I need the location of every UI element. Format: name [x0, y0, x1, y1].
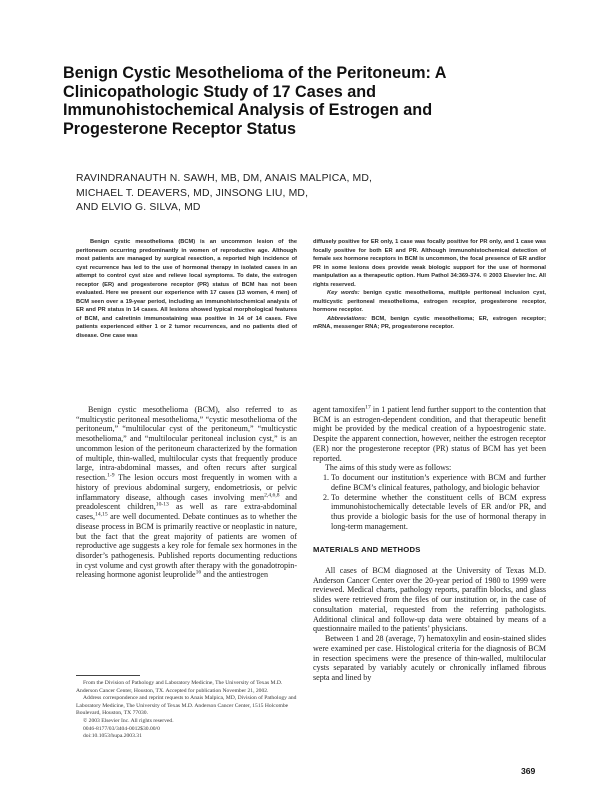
introduction-continued: agent tamoxifen$^{17}$ in 1 patient lend further support to the contention that BCM is an estrogen-dependent condition, and that therapeutic benefit might be provided by the medical creation of a hypoestrogenic state. Despite the apparent connection, however, neither the estrogen receptor (ER) nor the progesterone receptor (PR) status of BCM has yet been reported.	[313, 404, 546, 463]
author-list	[76, 172, 496, 216]
key-words-label: Key words:	[327, 290, 360, 297]
abbreviations-label: Abbreviations:	[327, 315, 367, 322]
reference-citation: 10-13	[155, 501, 169, 508]
methods-paragraph: Between 1 and 28 (average, 7) hematoxylin and eosin-stained slides were examined per case. Histological criteria for the diagnosis of BCM in resection specimens were the presence of thin-walled, multilocular cysts separated by variably acutely or chronically inflamed fibrous septa and lined by	[313, 634, 546, 683]
reference-citation: 14,15	[95, 511, 108, 518]
article-title: Benign Cystic Mesothelioma of the Peritoneum: A Clinicopathologic Study of 17 Cases and Immunohistochemical Analysis of Estrogen and Progesterone Receptor Status	[63, 64, 446, 138]
affiliation-note: From the Division of Pathology and Laboratory Medicine, The University of Texas M.D. Anderson Cancer Center, Houston, TX. Accepted for publication November 21, 2002.	[76, 680, 283, 694]
doi-note: doi:10.1053/hupa.2003.31	[83, 733, 142, 740]
abstract-right-column	[313, 238, 546, 332]
body-left-column	[76, 405, 297, 580]
reference-citation: 2,4,6,8	[264, 491, 280, 498]
page-number: 369	[521, 766, 536, 776]
section-heading: MATERIALS AND METHODS	[313, 545, 421, 554]
reference-citation: 1-9	[107, 472, 115, 479]
methods-paragraph: All cases of BCM diagnosed at the University of Texas M.D. Anderson Cancer Center over the 20-year period of 1980 to 1999 were reviewed. Medical charts, pathology reports, paraffin blocks, and glass slides were retrieved from the files of our institution or, in the case of consultation material, requested from the referring pathologists. Additional clinical and follow-up data were obtained by means of a questionnaire mailed to the patients’ physicians.	[313, 566, 546, 634]
key-words: Key words: benign cystic mesothelioma, multiple peritoneal inclusion cyst, multicystic peritoneal mesothelioma, estrogen receptor, progesterone receptor, hormone receptor.	[313, 290, 546, 314]
aim-item: 2. To determine whether the constituent cells of BCM express immunohistochemically detectable levels of ER and/or PR, and thus provide a biologic basis for the use of hormonal therapy in long-term management.	[331, 493, 546, 532]
journal-citation: Hum Pathol 34:369-374. © 2003 Elsevier Inc. All rights reserved.	[313, 273, 546, 288]
abstract-left-column	[76, 238, 297, 341]
author-line: AND ELVIO G. SILVA, MD	[76, 202, 201, 214]
aims-list	[313, 473, 546, 531]
introduction-paragraph: Benign cystic mesothelioma (BCM), also referred to as “multicystic peritoneal mesothelioma,” “cystic mesothelioma of the peritoneum,” “multilocular cyst of the peritoneum,” “multicystic mesothelioma,” and “multilocular peritoneal inclusion cyst,” is an uncommon lesion of the peritoneum characterized by the formation of multiple, thin-walled, multilocular cysts that frequently produce large, intra-abdominal masses, and often recurs after surgical resection.$^{1-9}$ The lesion occurs most frequently in women with a history of previous abdominal surgery, endometriosis, or pelvic inflammatory disease, although cases involving men$^{2,4,6,8}$ and preadolescent children,$^{10-13}$ as well as rare extra-abdominal cases,$^{14,15}$ are well documented. Debate continues as to whether the disease process in BCM is primarily reactive or neoplastic in nature, but the fact that the great majority of patients are women of reproductive age suggests a key role for female sex hormones in the disorder’s pathogenesis. Published reports documenting reductions in cyst volume and cyst growth after therapy with the gonadotropin-releasing hormone agonist leuprolide$^{16}$ and the antiestrogen	[76, 405, 297, 580]
reference-citation: 16	[195, 569, 202, 576]
issn-note: 0046-8177/03/3404-0012$30.00/0	[83, 725, 160, 732]
correspondence-note: Address correspondence and reprint requests to Anais Malpica, MD, Division of Pathology and Laboratory Medicine, The University of Texas M.D. Anderson Cancer Center, 1515 Holcombe Boulevard, Houston, TX 77030.	[76, 695, 297, 717]
aims-intro: The aims of this study were as follows:	[325, 463, 452, 473]
aim-item: 1. To document our institution’s experience with BCM and further define BCM’s clinical features, pathology, and biologic behavior	[331, 473, 546, 492]
abstract-text: Benign cystic mesothelioma (BCM) is an uncommon lesion of the peritoneum occurring predominantly in women of reproductive age. Although most patients are managed by surgical resection, a reported high incidence of cyst recurrence has led to the use of hormonal therapy in isolated cases in an attempt to control cyst size and relieve local symptoms. To date, the estrogen receptor (ER) and progesterone receptor (PR) status of BCM has not been evaluated. Here we present our experience with 17 cases (13 women, 4 men) of BCM seen over a 19-year period, including an immunohistochemical analysis of ER and PR status in 14 cases. All lesions showed typical morphological features of BCM, and calretinin immunostaining was positive in 14 of 14 cases. Five patients experienced either 1 or 2 tumor recurrences, and no patients died of disease. One case was	[76, 239, 297, 340]
reference-citation: 17	[365, 404, 371, 411]
body-right-column	[313, 405, 546, 532]
author-line: RAVINDRANAUTH N. SAWH, MB, DM, ANAIS MALPICA, MD,	[76, 173, 373, 184]
abstract-text-continued: diffusely positive for ER only, 1 case was focally positive for PR only, and 1 case was focally positive for both ER and PR. Although immunohistochemical detection of female sex hormone receptors in BCM is uncommon, the focal presence of ER and/or PR in some lesions does provide weak biologic support for the use of hormonal manipulation as a therapeutic option. Hum Pathol 34:369-374. © 2003 Elsevier Inc. All rights reserved.	[313, 239, 546, 288]
footnotes	[76, 680, 297, 741]
abbreviations: Abbreviations: BCM, benign cystic mesothelioma; ER, estrogen receptor; mRNA, messenger RNA; PR, progesterone receptor.	[313, 315, 546, 331]
author-line: MICHAEL T. DEAVERS, MD, JINSONG LIU, MD,	[76, 187, 309, 199]
copyright-note: © 2003 Elsevier Inc. All rights reserved.	[83, 717, 174, 724]
footnote-divider	[76, 675, 140, 676]
methods-text	[313, 566, 546, 683]
